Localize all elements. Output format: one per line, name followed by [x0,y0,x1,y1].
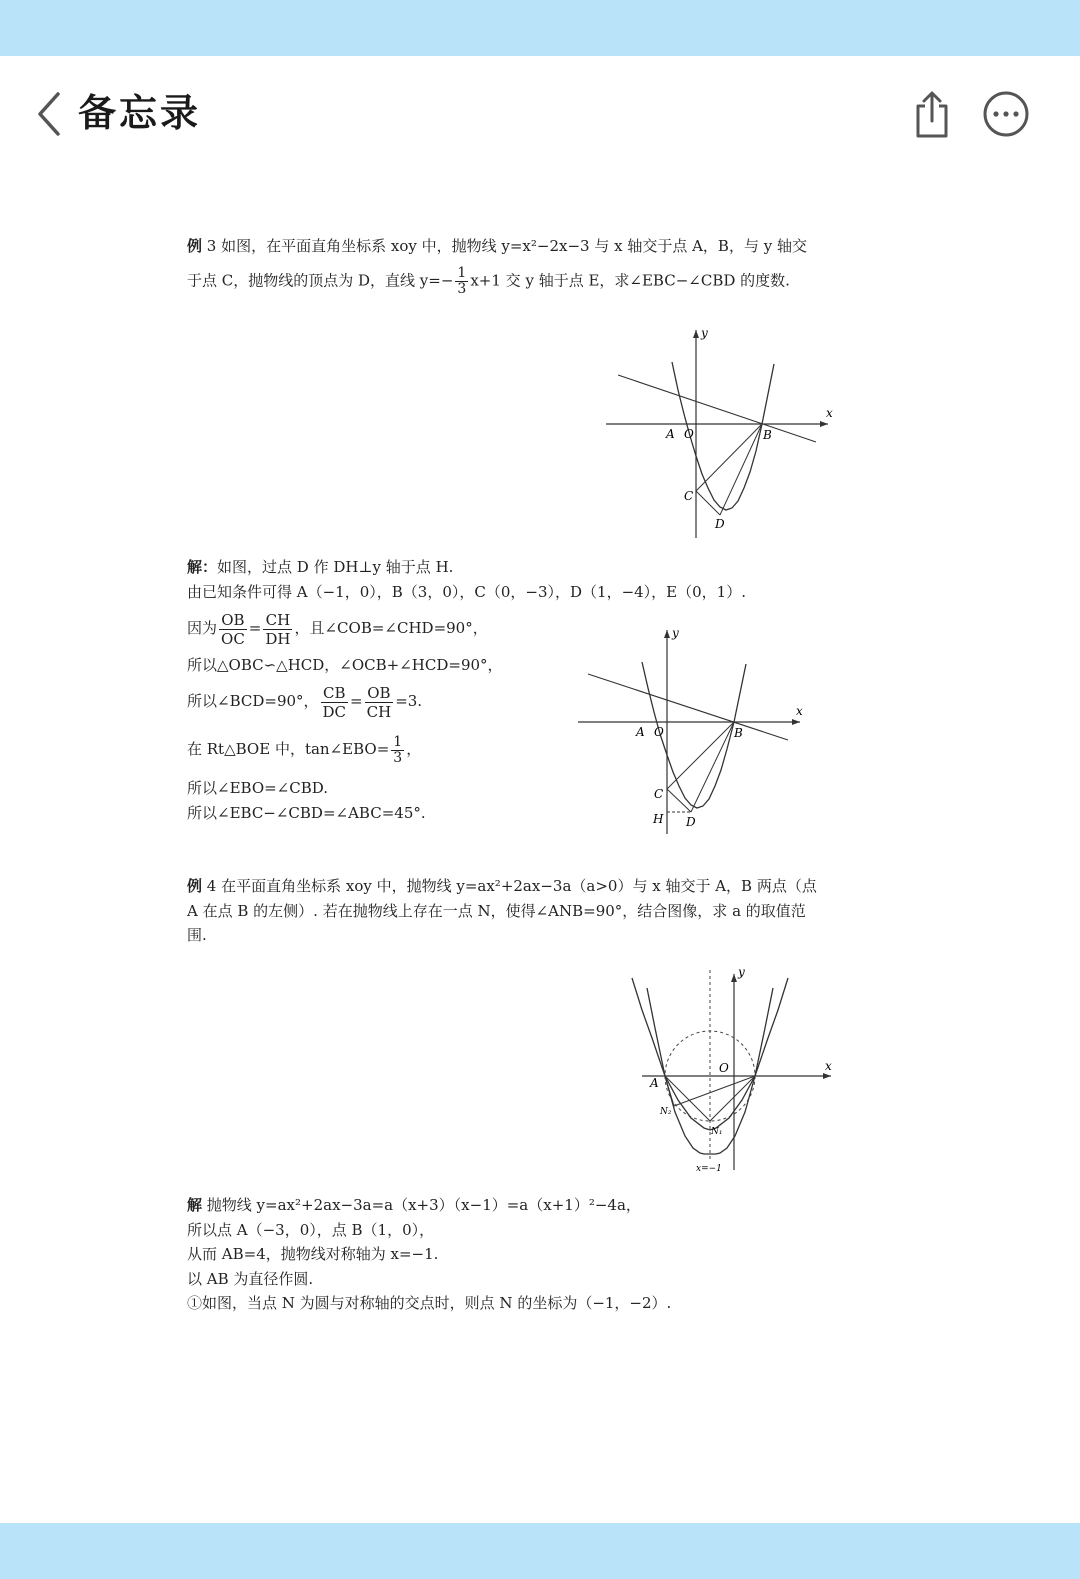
point-label-a: A [650,1076,659,1090]
example3-text1: 3 如图，在平面直角坐标系 xoy 中，抛物线 y=x²−2x−3 与 x 轴交于点 A，B，与 y 轴交 [202,237,807,255]
solution3-line4: 所以△OBC∽△HCD，∠OCB+∠HCD=90°， [187,656,503,674]
example4-line3: 围. [187,926,207,944]
fraction-numerator: OB [365,684,394,703]
point-label-a: A [636,725,645,739]
axis-label-y: y [701,326,708,340]
fraction-denominator: 3 [457,281,467,297]
point-label-o: O [719,1061,729,1075]
point-label-b: B [763,428,772,442]
fraction-numerator: OB [219,611,247,630]
point-label-o: O [654,725,664,739]
figure-example3 [600,322,840,542]
example3-line2 [187,266,790,297]
axis-label-x: x [825,1059,832,1073]
solution3-line6 [187,727,421,771]
solution4-line1 [187,1193,641,1218]
example4-line2: A 在点 B 的左侧）. 若在抛物线上存在一点 N，使得∠ANB=90°，结合图像，求 a 的取值范 [187,902,806,920]
fraction [219,611,247,648]
solution4-line5: ①如图，当点 N 为圆与对称轴的交点时，则点 N 的坐标为（−1，−2）. [187,1294,672,1312]
solution3-text5a: 所以∠BCD=90°， [187,692,319,710]
solution4-text1: 抛物线 y=ax²+2ax−3a=a（x+3）（x−1）=a（x+1）²−4a， [202,1196,641,1214]
solution3-text6a: 在 Rt△BOE 中，tan∠EBO= [187,740,390,758]
solution3-line5 [187,677,422,725]
point-label-a: A [666,427,675,441]
example3-text2b: x+1 交 y 轴于点 E，求∠EBC−∠CBD 的度数. [470,271,790,290]
fraction-denominator: DH [265,629,291,648]
axis-label-y: y [738,966,745,979]
equals-sign: = [248,619,262,637]
top-bar [0,0,1080,56]
figure-example4 [628,966,843,1181]
solution3-line2: 由已知条件可得 A（−1，0），B（3，0），C（0，−3），D（1，−4），E（0，1）. [187,583,746,601]
chevron-left-icon[interactable] [32,88,68,140]
point-label-c: C [654,787,664,801]
solution3-line8: 所以∠EBC−∠CBD=∠ABC=45°. [187,804,426,822]
fraction [365,684,394,721]
fraction-denominator: 3 [393,749,403,766]
point-label-o: O [684,427,694,441]
example-label: 例 [187,237,203,255]
axis-label-x: x [796,704,803,718]
fraction-numerator: CB [321,684,349,703]
solution3-text3b: ，且∠COB=∠CHD=90°， [294,619,488,637]
symmetry-axis-label: x=−1 [696,1164,722,1174]
example3-text2a: 于点 C，抛物线的顶点为 D，直线 y=− [187,271,454,290]
fraction [321,684,349,721]
fraction-numerator: CH [263,611,292,630]
point-label-h: H [653,812,664,826]
equals-sign: = [350,692,363,710]
fraction-denominator: DC [322,702,347,721]
point-label-d: D [715,517,725,531]
solution3-line3 [187,604,488,652]
share-icon[interactable] [912,88,952,140]
example3-line1 [187,234,807,259]
solution4-line3: 从而 AB=4，抛物线对称轴为 x=−1. [187,1245,439,1263]
solution3-text1: 如图，过点 D 作 DH⊥y 轴于点 H. [217,558,454,576]
fraction [263,611,292,648]
fraction-numerator: 1 [393,733,403,750]
point-label-b: B [734,726,743,740]
solution3-text6b: ， [406,740,422,758]
example4-text1: 4 在平面直角坐标系 xoy 中，抛物线 y=ax²+2ax−3a（a>0）与 x 轴交于 A，B 两点（点 [202,877,817,895]
figure-solution3 [572,622,812,837]
solution-label: 解： [187,558,218,576]
example-label: 例 [187,877,203,895]
fraction [455,266,468,297]
axis-label-y: y [672,626,679,640]
point-label-n1: N₁ [711,1127,723,1137]
app-header [0,84,1080,144]
bottom-bar [0,1523,1080,1579]
page-title: 备忘录 [78,91,202,135]
solution4-line4: 以 AB 为直径作圆. [187,1270,314,1288]
point-label-d: D [686,815,696,829]
more-icon[interactable] [982,90,1030,138]
solution3-line1 [187,555,453,580]
solution3-text3a: 因为 [187,619,218,637]
solution-label: 解 [187,1196,203,1214]
solution3-line7: 所以∠EBO=∠CBD. [187,779,329,797]
axis-label-x: x [826,406,833,420]
fraction-numerator: 1 [457,265,467,281]
solution4-line2: 所以点 A（−3，0），点 B（1，0）， [187,1221,435,1239]
point-label-n2: N₂ [660,1107,672,1117]
fraction [391,735,404,766]
solution3-text5b: =3. [395,692,423,710]
fraction-denominator: CH [366,702,392,721]
point-label-c: C [684,489,694,503]
example4-line1 [187,874,817,899]
fraction-denominator: OC [221,629,245,648]
